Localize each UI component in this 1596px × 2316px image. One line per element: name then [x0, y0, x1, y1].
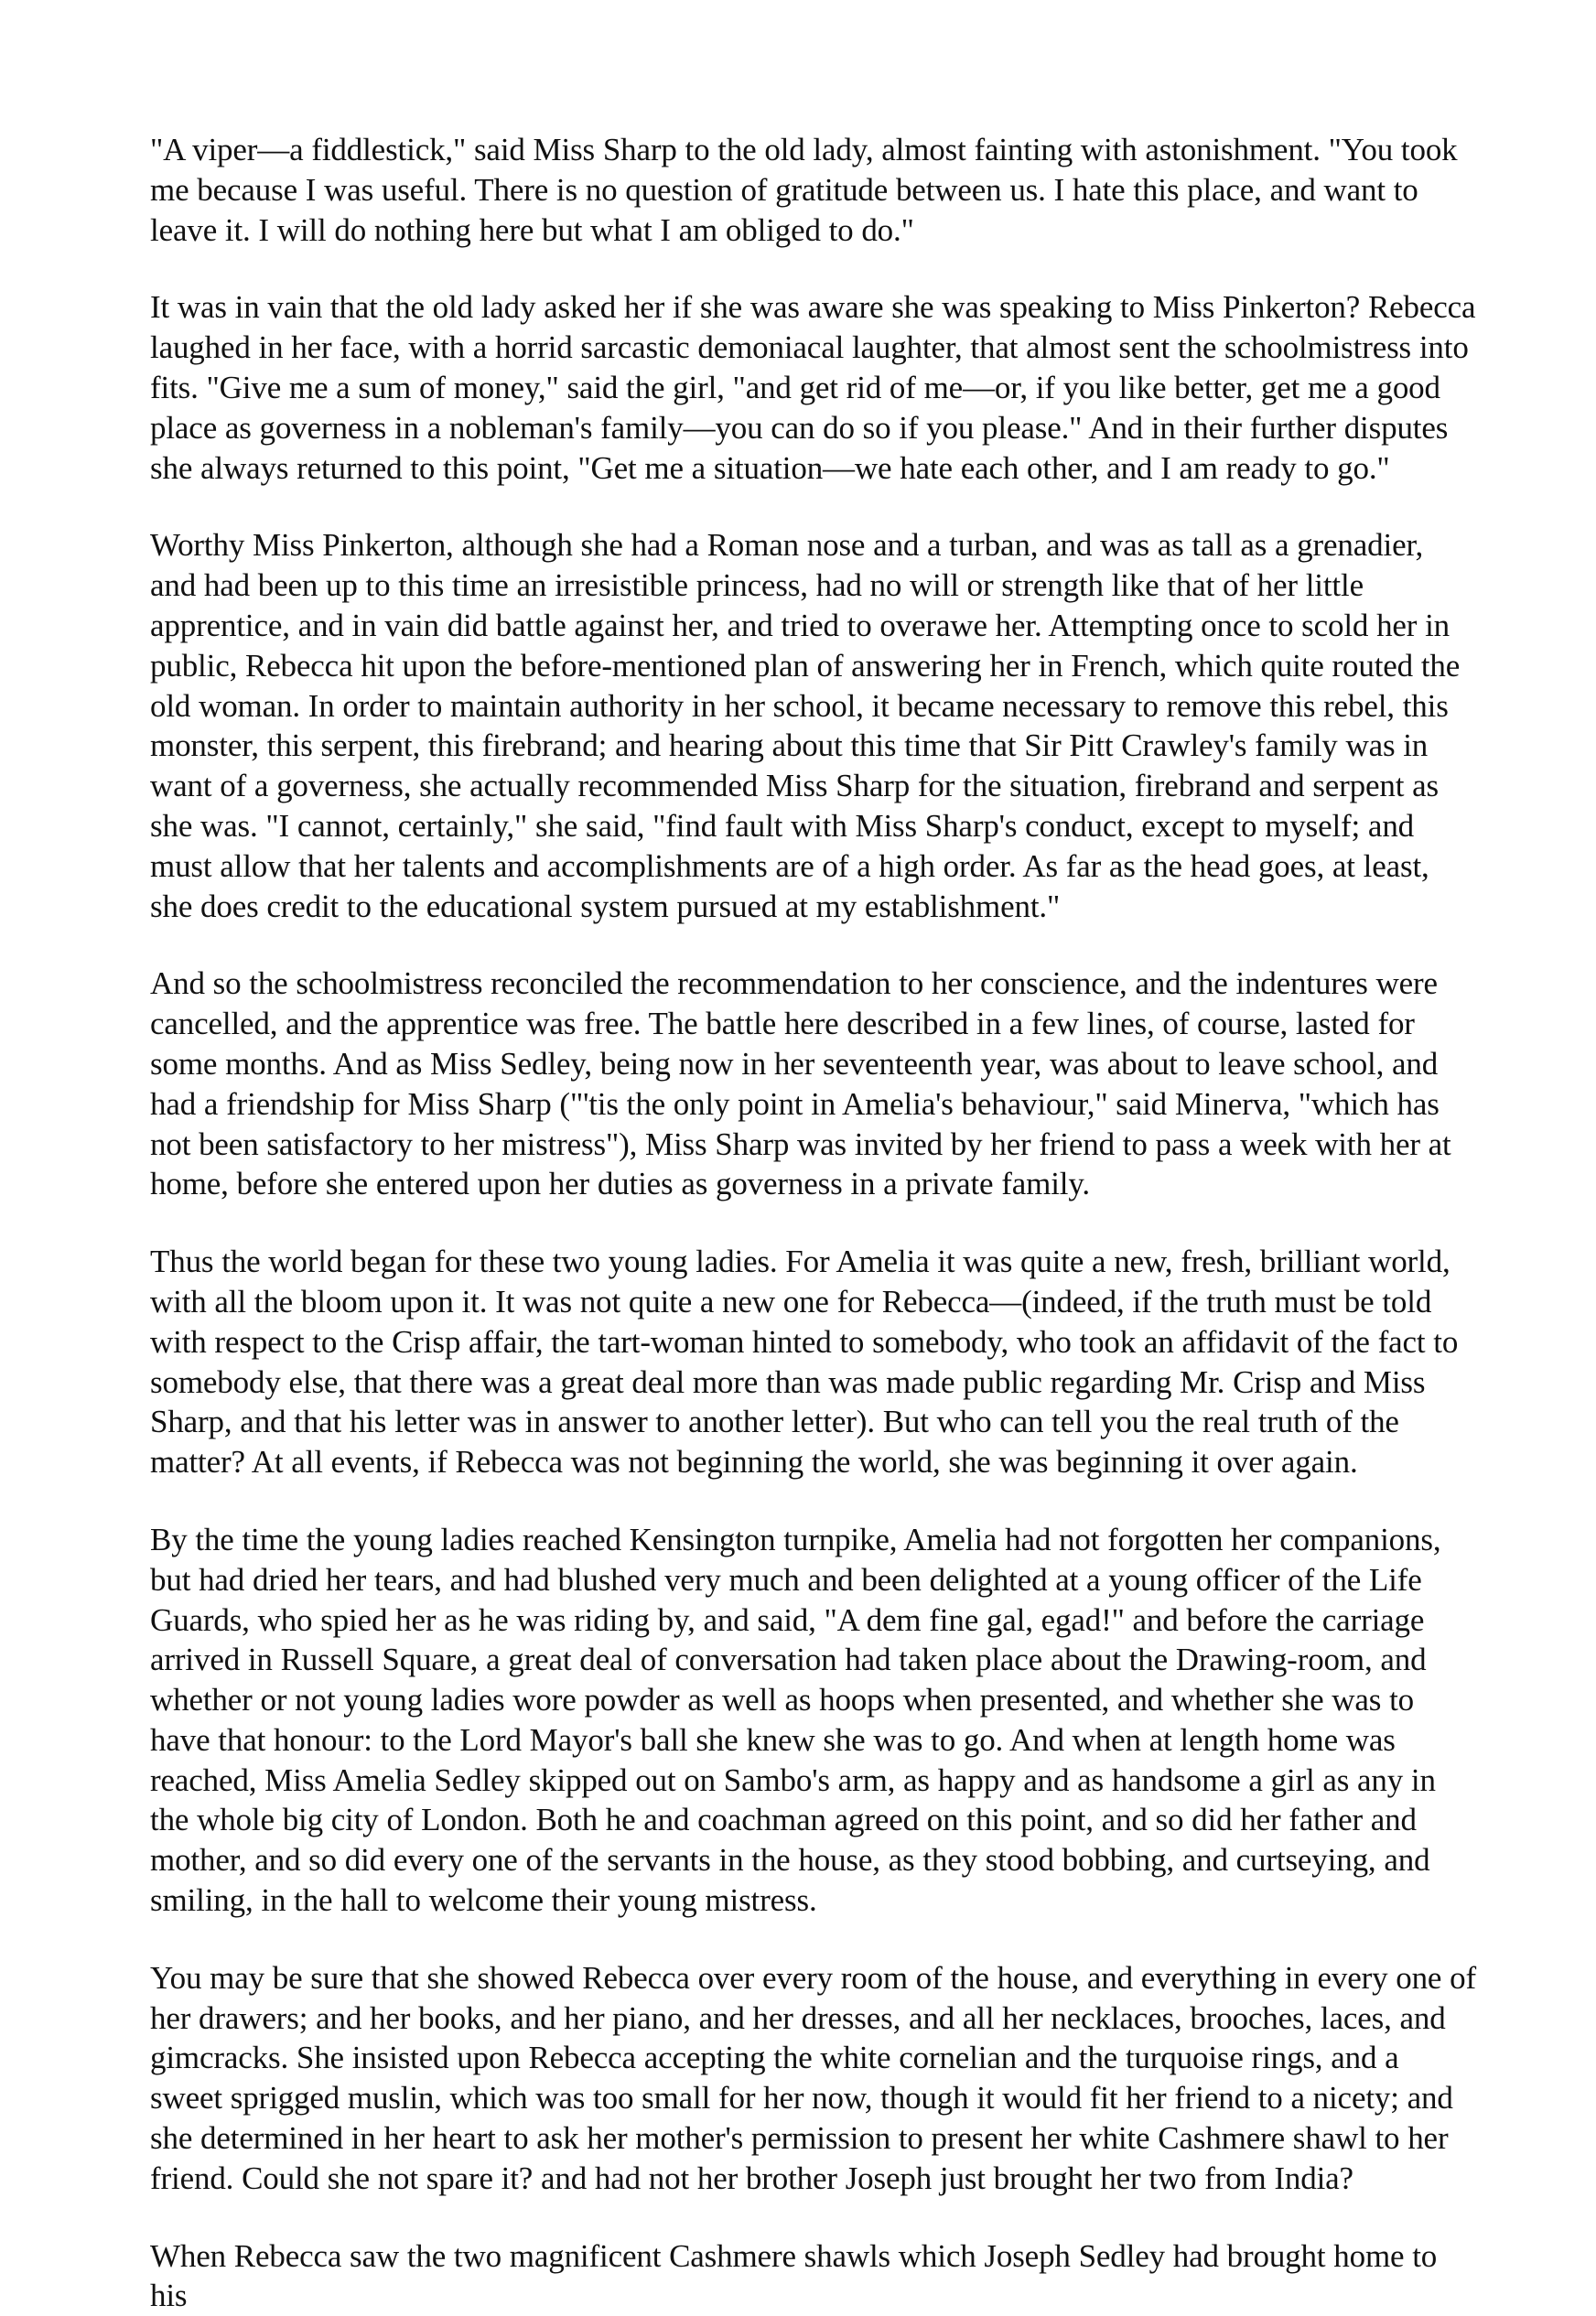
body-text [150, 130, 1477, 2316]
paragraph-2: It was in vain that the old lady asked her if she was aware she was speaking to Miss Pinkerton? Rebecca laughed in her face, with a horrid sarcastic demoniacal laughter, that almost sent the schoolmistress into fits. "Give me a sum of money," said the girl, "and get rid of me—or, if you like better, get me a good place as governess in a nobleman's family—you can do so if you please." And in their further disputes she always returned to this point, "Get me a situation—we hate each other, and I am ready to go." [150, 289, 1476, 486]
paragraph-3: Worthy Miss Pinkerton, although she had a Roman nose and a turban, and was as tall as a grenadier, and had been up to this time an irresistible princess, had no will or strength like that of her little apprentice, and in vain did battle against her, and tried to overawe her. Attempting once to scold her in public, Rebecca hit upon the before-mentioned plan of answering her in French, which quite routed the old woman. In order to maintain authority in her school, it became necessary to remove this rebel, this monster, this serpent, this firebrand; and hearing about this time that Sir Pitt Crawley's family was in want of a governess, she actually recommended Miss Sharp for the situation, firebrand and serpent as she was. "I cannot, certainly," she said, "find fault with Miss Sharp's conduct, except to myself; and must allow that her talents and accomplishments are of a high order. As far as the head goes, at least, she does credit to the educational system pursued at my establishment." [150, 527, 1461, 924]
paragraph-8: When Rebecca saw the two magnificent Cashmere shawls which Joseph Sedley had brought home to his [150, 2237, 1438, 2314]
paragraph-6: By the time the young ladies reached Kensington turnpike, Amelia had not forgotten her companions, but had dried her tears, and had blushed very much and been delighted at a young officer of the Life Guards, who spied her as he was riding by, and said, "A dem fine gal, egad!" and before the carriage arrived in Russell Square, a great deal of conversation had taken place about the Drawing-room, and whether or not young ladies wore powder as well as hoops when presented, and whether she was to have that honour: to the Lord Mayor's ball she knew she was to go. And when at length home was reached, Miss Amelia Sedley skipped out on Sambo's arm, as happy and as handsome a girl as any in the whole big city of London. Both he and coachman agreed on this point, and so did her father and mother, and so did every one of the servants in the house, as they stood bobbing, and curtseying, and smiling, in the hall to welcome their young mistress. [150, 1521, 1441, 1919]
paragraph-5: Thus the world began for these two young ladies. For Amelia it was quite a new, fresh, brilliant world, with all the bloom upon it. It was not quite a new one for Rebecca—(indeed, if the truth must be told with respect to the Crisp affair, the tart-woman hinted to somebody, who took an affidavit of the fact to somebody else, that there was a great deal more than was made public regarding Mr. Crisp and Miss Sharp, and that his letter was in answer to another letter). But who can tell you the real truth of the matter? At all events, if Rebecca was not beginning the world, she was beginning it over again. [150, 1244, 1459, 1481]
paragraph-1: "A viper—a fiddlestick," said Miss Sharp to the old lady, almost fainting with astonishment. "You took me because I was useful. There is no question of gratitude between us. I hate this place, and want to leave it. I will do nothing here but what I am obliged to do." [150, 132, 1458, 248]
paragraph-4: And so the schoolmistress reconciled the recommendation to her conscience, and the indentures were cancelled, and the apprentice was free. The battle here described in a few lines, of course, lasted for some months. And as Miss Sedley, being now in her seventeenth year, was about to leave school, and had a friendship for Miss Sharp ("'tis the only point in Amelia's behaviour," said Minerva, "which has not been satisfactory to her mistress"), Miss Sharp was invited by her friend to pass a week with her at home, before she entered upon her duties as governess in a private family. [150, 965, 1451, 1202]
paragraph-7: You may be sure that she showed Rebecca over every room of the house, and everything in every one of her drawers; and her books, and her piano, and her dresses, and all her necklaces, brooches, laces, and gimcracks. She insisted upon Rebecca accepting the white cornelian and the turquoise rings, and a sweet sprigged muslin, which was too small for her now, though it would fit her friend to a nicety; and she determined in her heart to ask her mother's permission to present her white Cashmere shawl to her friend. Could she not spare it? and had not her brother Joseph just brought her two from India? [150, 1959, 1476, 2196]
